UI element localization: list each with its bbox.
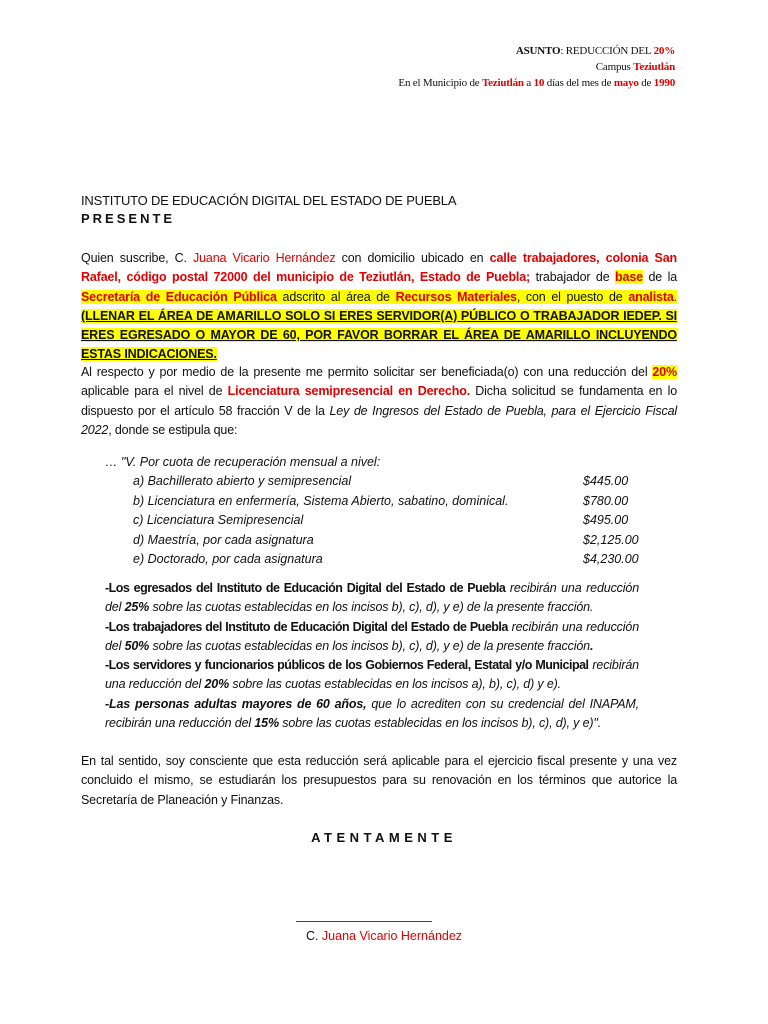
place-city: Teziutlán — [482, 77, 524, 89]
work-position: analista — [628, 289, 674, 304]
quote-percent: 15% — [254, 716, 279, 731]
quote-text: sobre las cuotas establecidas en los incisos b), c), d), y e) de la presente fracción — [149, 638, 590, 653]
signature-prefix: C. — [305, 929, 322, 943]
closing-atentamente: ATENTAMENTE — [311, 830, 457, 845]
subject-line — [398, 43, 675, 59]
recipient-presente: PRESENTE — [81, 211, 176, 226]
quote-org: -Los servidores y funcionarios públicos de los Gobiernos Federal, Estatal y/o Municipal — [105, 658, 589, 673]
place-prefix: En el Municipio de — [398, 77, 482, 89]
fee-amount: $495.00 — [583, 513, 629, 527]
signature-line — [296, 921, 432, 922]
table-row — [133, 492, 653, 512]
paragraph-request — [81, 363, 677, 440]
recipient-institution: INSTITUTO DE EDUCACIÓN DIGITAL DEL ESTADO DE PUEBLA — [81, 193, 457, 208]
place-date-line — [398, 75, 675, 91]
signature-name: Juana Vicario Hernández — [321, 929, 463, 943]
reduction-seniors — [105, 695, 639, 734]
quote-text: . — [589, 638, 594, 653]
subject-text: : REDUCCIÓN DEL — [560, 45, 654, 57]
quote-percent: 50% — [124, 638, 150, 653]
fee-amount: $780.00 — [583, 493, 629, 508]
fee-table — [133, 472, 653, 570]
p1-text: adscrito al área de — [276, 289, 396, 304]
reduction-graduates — [105, 579, 639, 618]
subject-label: ASUNTO — [515, 45, 561, 57]
p2-text: Dicha solicitud se fundamenta en lo dispuesto por el artículo 58 fracción V de la — [81, 384, 678, 418]
document-header — [398, 43, 675, 91]
reduction-workers — [105, 618, 639, 657]
p1-text: , con el puesto de — [516, 289, 629, 304]
p1-text: trabajador de — [530, 270, 616, 285]
paragraph-conclusion: En tal sentido, soy consciente que esta reducción será aplicable para el ejercicio fiscal presente y una vez concluido el mismo, se estudiarán los presupuestos para su renovación en los términos que autorice la Secretaría de Planeación y Finanzas. — [81, 754, 677, 807]
fill-instructions-note: (LLENAR EL ÁREA DE AMARILLO SOLO SI ERES SERVIDOR(A) PÚBLICO O TRABAJADOR IEDEP. SI ERES EGRESADO O MAYOR DE 60, POR FAVOR BORRAR EL ÁREA DE AMARILLO INCLUYENDO ESTAS INDICACIONES. — [81, 308, 677, 362]
quote-org: -Los trabajadores del Instituto de Educación Digital del Estado de Puebla — [105, 619, 508, 634]
quote-text: sobre las cuotas establecidas en los incisos a), b), c), d) y e). — [229, 677, 561, 692]
p2-text: Al respecto y por medio de la presente me permito solicitar ser beneficiada(o) con una reducción del — [81, 365, 653, 379]
recipient-block — [81, 192, 456, 228]
law-intro: … "V. Por cuota de recuperación mensual a nivel: — [105, 455, 381, 469]
paragraph-applicant — [81, 249, 677, 365]
secretariat: Secretaría de Educación Pública — [81, 289, 277, 304]
fee-label: a) Bachillerato abierto y semipresencial — [133, 474, 352, 488]
quote-org: -Los egresados del Instituto de Educación Digital del Estado de Puebla — [105, 581, 506, 595]
fee-amount: $2,125.00 — [583, 532, 639, 547]
p2-text: aplicable para el nivel de — [81, 384, 228, 399]
p1-text: . — [673, 289, 677, 304]
place-day: 10 — [533, 77, 545, 89]
work-area: Recursos Materiales — [395, 289, 517, 304]
subject-percent: 20% — [653, 45, 675, 57]
quote-text: sobre las cuotas establecidas en los incisos b), c), d), y e) de la presente fracción. — [149, 600, 594, 615]
table-row — [133, 531, 653, 551]
quote-text: recibirán una reducción del — [105, 619, 639, 653]
quote-percent: 25% — [124, 600, 150, 615]
p1-text: con domicilio ubicado en — [335, 251, 490, 265]
campus-name: Teziutlán — [633, 61, 675, 73]
p2-text: , donde se estipula que: — [108, 422, 238, 437]
quote-percent: 20% — [204, 677, 230, 692]
campus-label: Campus — [595, 61, 634, 73]
reduction-public-servants — [105, 656, 639, 695]
fee-label: c) Licenciatura Semipresencial — [133, 513, 304, 527]
fee-label: d) Maestría, por cada asignatura — [133, 532, 314, 547]
quote-org: -Las personas adultas mayores de 60 años, — [105, 696, 367, 711]
place-de: de — [638, 77, 654, 89]
fee-label: e) Doctorado, por cada asignatura — [133, 552, 323, 566]
law-name: Ley de Ingresos del Estado de Puebla, para el Ejercicio Fiscal 2022 — [81, 403, 678, 437]
request-level: Licenciatura semipresencial en Derecho. — [227, 384, 471, 399]
quote-text: que lo acrediten con su credencial del INAPAM, recibirán una reducción del — [105, 696, 639, 731]
place-a: a — [523, 77, 534, 89]
table-row — [133, 511, 653, 531]
place-mid: días del mes de — [544, 77, 614, 89]
campus-line — [398, 59, 675, 75]
quote-text: sobre las cuotas establecidas en los incisos b), c), d), y e)". — [278, 716, 602, 731]
signature-name-block — [0, 929, 768, 943]
applicant-name: Juana Vicario Hernández — [193, 251, 336, 265]
p1-text: Quien suscribe, C. — [81, 251, 194, 265]
fee-amount: $4,230.00 — [583, 552, 639, 566]
quote-text: recibirán una reducción del — [105, 581, 640, 615]
quote-text: recibirán una reducción del — [105, 658, 639, 692]
table-row — [133, 550, 653, 570]
worker-type: base — [615, 270, 643, 285]
table-row — [133, 472, 653, 492]
p1-text: de la — [642, 270, 678, 285]
reductions-quote — [105, 579, 639, 733]
fee-label: b) Licenciatura en enfermería, Sistema Abierto, sabatino, dominical. — [133, 493, 509, 508]
request-percent: 20% — [652, 365, 677, 379]
place-month: mayo — [613, 77, 639, 89]
fee-amount: $445.00 — [583, 474, 629, 488]
applicant-address: calle trabajadores, colonia San Rafael, código postal 72000 del municipio de Teziutlán, Estado de Puebla; — [81, 251, 678, 285]
place-year: 1990 — [653, 77, 675, 89]
